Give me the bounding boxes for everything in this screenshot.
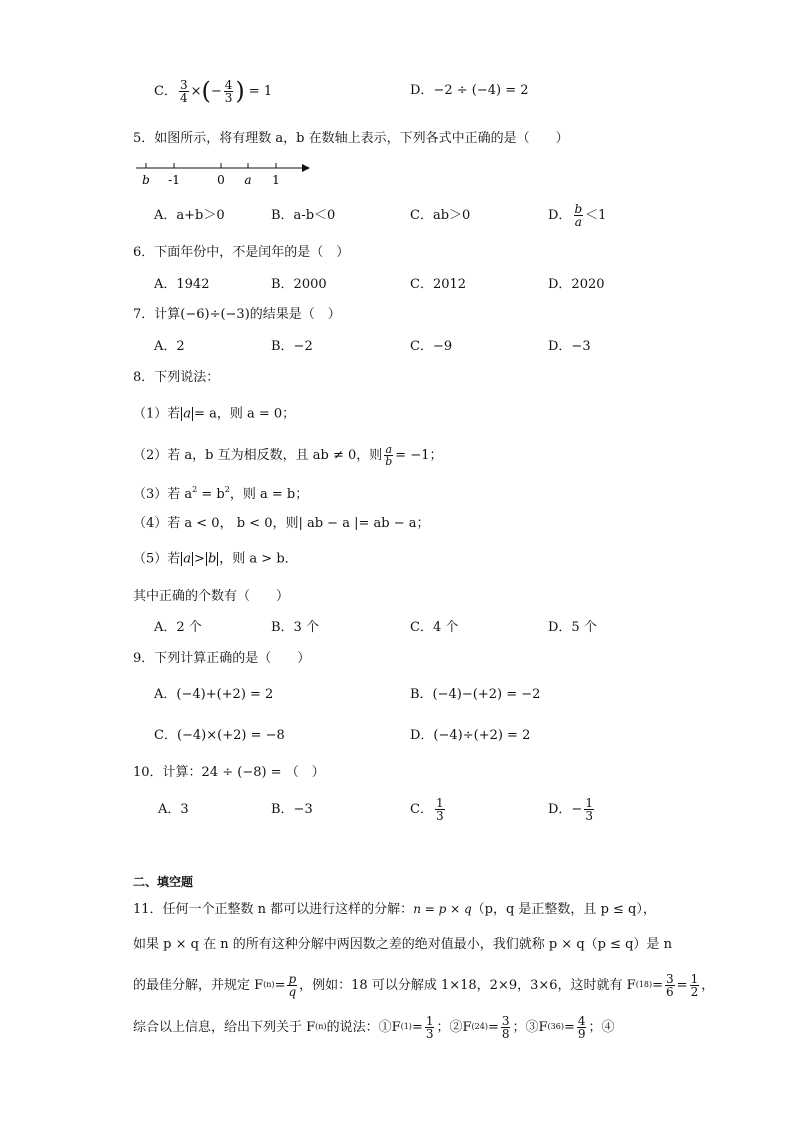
q10-option-c-frac: $\frac{1}{3}$: [435, 795, 444, 823]
q11-line-4: 综合以上信息，给出下列关于 F (n) 的说法：①F (1) = $\frac{1}{3}$ ；②F (24) = $\frac{3}{8}$ ；③F (36) = $\frac{4}{9}$ ；④: [133, 1013, 615, 1041]
q5-option-d-label: D．: [548, 207, 572, 223]
q10-option-d-frac: $\frac{1}{3}$: [585, 795, 593, 823]
times-sign: ×: [190, 83, 202, 99]
q11-f1-frac: $\frac{1}{3}$: [425, 1013, 434, 1041]
q8-option-c: C．4 个: [410, 620, 459, 635]
q8-statement-1: （1）若 a = a，则 a = 0；: [133, 406, 296, 422]
q4-option-d: [410, 84, 529, 97]
q8-s2-frac: $\frac{a}{b}$: [385, 442, 393, 468]
q9-option-c: C．(−4)×(+2) = −8: [154, 728, 285, 743]
q11-line-2: 如果 p × q 在 n 的所有这种分解中两因数之差的绝对值最小，我们就称 p × q（p ≤ q）是 n: [133, 937, 672, 952]
q9-option-a: A．(−4)+(+2) = 2: [154, 687, 274, 702]
q7-option-b: B．−2: [271, 339, 313, 354]
q5-stem: 5．如图所示，将有理数 a，b 在数轴上表示，下列各式中正确的是（ ）: [133, 131, 569, 146]
q10-option-a: A．3: [158, 802, 189, 817]
q5-option-a: A．a+b＞0: [154, 208, 225, 223]
q11-line-1: 11．任何一个正整数 n 都可以进行这样的分解：n = p × q（p，q 是正整数，且 p ≤ q），: [133, 902, 656, 917]
section-title: 二、填空题: [133, 875, 194, 889]
q4-option-c-frac2: $\frac{4}{3}$: [224, 77, 233, 105]
q4-option-c-frac1: $\frac{3}{4}$: [179, 77, 188, 105]
q6-option-c: C．2012: [410, 277, 467, 292]
q9-option-d: D．(−4)÷(+2) = 2: [410, 728, 531, 743]
q5-option-d-frac: $\frac{b}{a}$: [574, 201, 583, 229]
equals-one: = 1: [248, 83, 273, 99]
minus-sign: −: [210, 83, 222, 99]
q7-option-d: D．−3: [548, 339, 591, 354]
q4-option-c-label: C．: [154, 83, 177, 99]
number-line: [134, 158, 314, 190]
axis-label-a: a: [244, 173, 252, 187]
q5-option-c: C．ab＞0: [410, 208, 471, 223]
q7-option-a: A．2: [154, 339, 185, 354]
q11-1-2-frac: $\frac{1}{2}$: [690, 971, 699, 999]
q10-option-c: C． $\frac{1}{3}$: [410, 795, 444, 823]
q10-option-d: D．− $\frac{1}{3}$: [548, 795, 593, 823]
axis-label-b: b: [142, 173, 150, 187]
q11-line-3: 的最佳分解，并规定 F (n) = $\frac{p}{q}$ ，例如：18 可以分解成 1×18，2×9，3×6，这时就有 F (18) = $\frac{3}{6}$ = $\frac{1}{2}$ ，: [133, 971, 715, 999]
q6-stem: 6．下面年份中，不是闰年的是（ ）: [133, 245, 350, 260]
q11-f24-frac: $\frac{3}{8}$: [501, 1013, 510, 1041]
q10-stem: 10．计算：24 ÷ (−8) = （ ）: [133, 765, 325, 780]
q8-statement-3: （3）若 $a^2 = b^2$，则 a = b；: [133, 485, 309, 502]
q7-option-c: C．−9: [410, 339, 453, 354]
q11-f36-frac: $\frac{4}{9}$: [577, 1013, 586, 1041]
left-paren: (: [201, 77, 211, 105]
q5-option-d: [548, 199, 606, 231]
q6-option-b: B．2000: [271, 277, 327, 292]
q8-option-d: D．5 个: [548, 620, 597, 635]
q8-question: 其中正确的个数有（ ）: [133, 589, 290, 604]
axis-label-neg1: -1: [168, 173, 180, 187]
q8-statement-2: （2）若 a，b 互为相反数，且 ab ≠ 0，则 $\frac{a}{b}$ = −1；: [133, 442, 443, 468]
right-paren: ): [235, 77, 245, 105]
q8-option-b: B．3 个: [271, 620, 319, 635]
q5-option-d-rel: ＜1: [585, 207, 607, 223]
q8-statement-4: （4）若 a < 0， b < 0，则| ab − a |= ab − a；: [133, 516, 430, 531]
q4-option-d-label: D．: [410, 83, 434, 98]
q11-pq-frac: $\frac{p}{q}$: [288, 971, 297, 999]
q7-stem: 7．计算(−6)÷(−3)的结果是（ ）: [133, 307, 341, 322]
q6-option-a: A．1942: [154, 277, 210, 292]
q10-option-b: B．−3: [271, 802, 313, 817]
q8-stem: 8．下列说法：: [133, 370, 220, 385]
q8-statement-5: （5）若 a > b ，则 a > b．: [133, 551, 298, 567]
q6-option-d: D．2020: [548, 277, 605, 292]
q4-option-d-expr: −2 ÷ (−4) = 2: [433, 83, 529, 98]
q11-3-6-frac: $\frac{3}{6}$: [666, 971, 674, 999]
axis-label-0: 0: [217, 173, 225, 187]
axis-label-1: 1: [272, 173, 280, 187]
q9-option-b: B．(−4)−(+2) = −2: [410, 687, 541, 702]
q9-stem: 9．下列计算正确的是（ ）: [133, 651, 311, 666]
q5-option-b: B．a-b＜0: [271, 208, 336, 223]
q8-option-a: A．2 个: [154, 620, 202, 635]
q4-option-c: [154, 73, 272, 109]
